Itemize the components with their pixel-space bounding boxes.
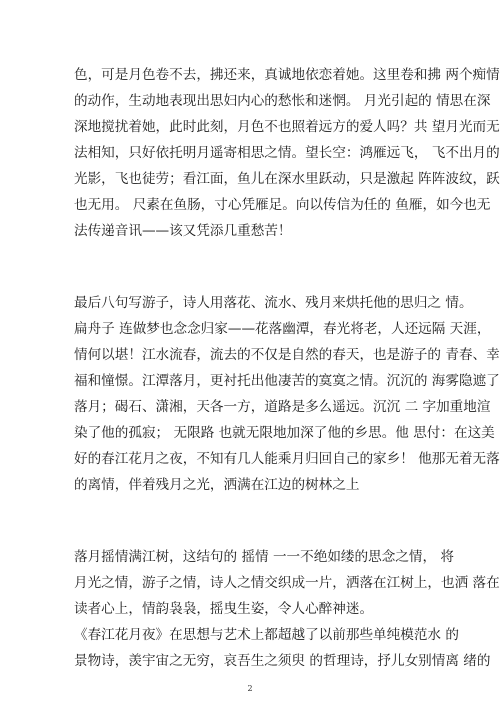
text-line: 法相知，只好依托明月遥寄相思之情。望长空：鸿雁远飞， 飞不出月的 xyxy=(74,145,500,161)
text-line: 景物诗，羡宇宙之无穷，哀吾生之须臾 的哲理诗，抒儿女别情离 绪的 xyxy=(74,653,491,669)
text-line: 的动作，生动地表现出思妇内心的愁怅和迷惘。 月光引起的 情思在深 xyxy=(74,93,491,109)
page-number: 2 xyxy=(247,684,253,693)
text-line: 最后八句写游子，诗人用落花、流水、残月来烘托他的思归之 情。 xyxy=(74,295,473,311)
text-line: 情何以堪！江水流春，流去的不仅是自然的春天，也是游子的 青春、幸 xyxy=(74,347,500,363)
text-line: 福和憧憬。江潭落月，更衬托出他凄苦的寞寞之情。沉沉的 海雾隐遮了 xyxy=(74,373,500,389)
text-line: 读者心上，情韵袅袅，摇曳生姿，令人心醉神迷。 xyxy=(74,601,374,617)
text-line: 的离情，伴着残月之光，洒满在江边的树林之上 xyxy=(74,477,360,493)
text-line: 色，可是月色卷不去，拂还来，真诚地依恋着她。这里卷和拂 两个痴情 xyxy=(74,67,500,83)
text-line: 法传递音讯——该又凭添几重愁苦！ xyxy=(74,223,292,239)
text-line: 落月摇情满江树，这结句的 摇情 一一不绝如缕的思念之情， 将 xyxy=(74,549,454,565)
text-line: 染了他的孤寂； 无限路 也就无限地加深了他的乡思。他 思付：在这美 xyxy=(74,425,495,441)
text-line: 也无用。 尺素在鱼肠，寸心凭雁足。向以传信为任的 鱼雁，如今也无 xyxy=(74,197,491,213)
text-line: 好的春江花月之夜，不知有几人能乘月归回自己的家乡！ 他那无着无落 xyxy=(74,451,500,467)
text-line: 月光之情，游子之情，诗人之情交织成一片，洒落在江树上，也洒 落在 xyxy=(74,575,500,591)
text-line: 扁舟子 连做梦也念念归家——花落幽潭，春光将老，人还远隔 天涯， xyxy=(74,321,491,337)
text-line: 《春江花月夜》在思想与艺术上都超越了以前那些单纯模范水 的 xyxy=(74,627,459,643)
text-line: 光影，飞也徒劳；看江面，鱼儿在深水里跃动，只是激起 阵阵波纹，跃 xyxy=(74,171,500,187)
text-line: 落月；碣石、潇湘，天各一方，道路是多么遥远。沉沉 二 字加重地渲 xyxy=(74,399,491,415)
text-line: 深地搅扰着她，此时此刻，月色不也照着远方的爱人吗？共 望月光而无 xyxy=(74,119,500,135)
